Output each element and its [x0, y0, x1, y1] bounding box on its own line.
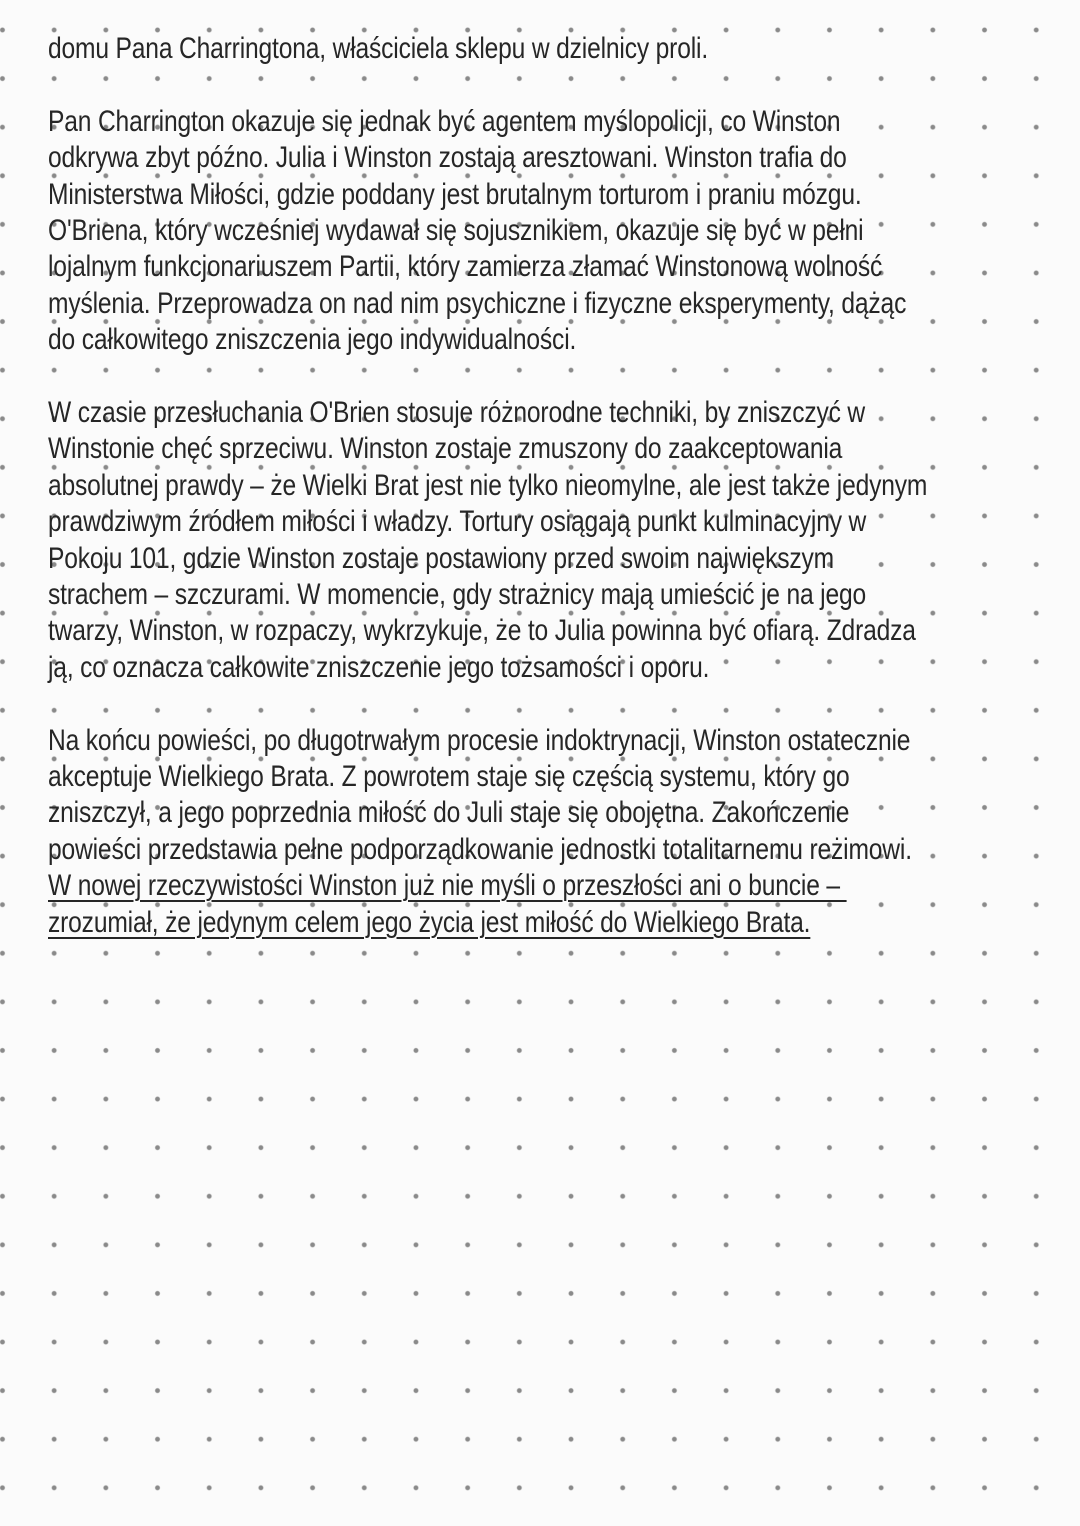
- text-line: zniszczył, a jego poprzednia miłość do Juli staje się obojętna. Zakończenie: [48, 796, 850, 830]
- text-line-underlined: zrozumiał, że jedynym celem jego życia jest miłość do Wielkiego Brata.: [48, 905, 811, 939]
- text-line-underlined: W nowej rzeczywistości Winston już nie myśli o przeszłości ani o buncie –: [48, 869, 847, 903]
- text-line: Na końcu powieści, po długotrwałym procesie indoktrynacji, Winston ostatecznie: [48, 723, 911, 757]
- text-line: ją, co oznacza całkowite zniszczenie jego tożsamości i oporu.: [48, 650, 710, 684]
- text-line: O'Briena, który wcześniej wydawał się sojusznikiem, okazuje się być w pełni: [48, 214, 864, 248]
- paragraph: [48, 723, 912, 941]
- text-line: Pokoju 101, gdzie Winston zostaje postawiony przed swoim największym: [48, 541, 834, 575]
- note-text-area[interactable]: [48, 31, 928, 941]
- text-line: Winstonie chęć sprzeciwu. Winston zostaje zmuszony do zaakceptowania: [48, 432, 843, 466]
- text-line: odkrywa zbyt późno. Julia i Winston zostają aresztowani. Winston trafia do: [48, 141, 847, 175]
- text-line: lojalnym funkcjonariuszem Partii, który zamierza złamać Winstonową wolność: [48, 250, 883, 284]
- paragraph: [48, 31, 855, 67]
- text-line: myślenia. Przeprowadza on nad nim psychiczne i fizyczne eksperymenty, dążąc: [48, 286, 907, 320]
- paragraph: [48, 104, 907, 359]
- text-line: strachem – szczurami. W momencie, gdy strażnicy mają umieścić je na jego: [48, 578, 867, 612]
- text-line: Ministerstwa Miłości, gdzie poddany jest brutalnym torturom i praniu mózgu.: [48, 177, 862, 211]
- text-line: absolutnej prawdy – że Wielki Brat jest nie tylko nieomylne, ale jest także jedynym: [48, 468, 928, 502]
- text-line: do całkowitego zniszczenia jego indywidualności.: [48, 323, 577, 357]
- paragraph: [48, 395, 928, 686]
- text-line: akceptuje Wielkiego Brata. Z powrotem staje się częścią systemu, który go: [48, 760, 850, 794]
- text-line: domu Pana Charringtona, właściciela sklepu w dzielnicy proli.: [48, 32, 708, 65]
- text-line: prawdziwym źródłem miłości i władzy. Tortury osiągają punkt kulminacyjny w: [48, 505, 867, 539]
- text-line: W czasie przesłuchania O'Brien stosuje różnorodne techniki, by zniszczyć w: [48, 396, 866, 430]
- text-line: powieści przedstawia pełne podporządkowanie jednostki totalitarnemu reżimowi.: [48, 832, 912, 866]
- text-line: twarzy, Winston, w rozpaczy, wykrzykuje, że to Julia powinna być ofiarą. Zdradza: [48, 614, 916, 648]
- text-line: Pan Charrington okazuje się jednak być agentem myślopolicji, co Winston: [48, 104, 841, 138]
